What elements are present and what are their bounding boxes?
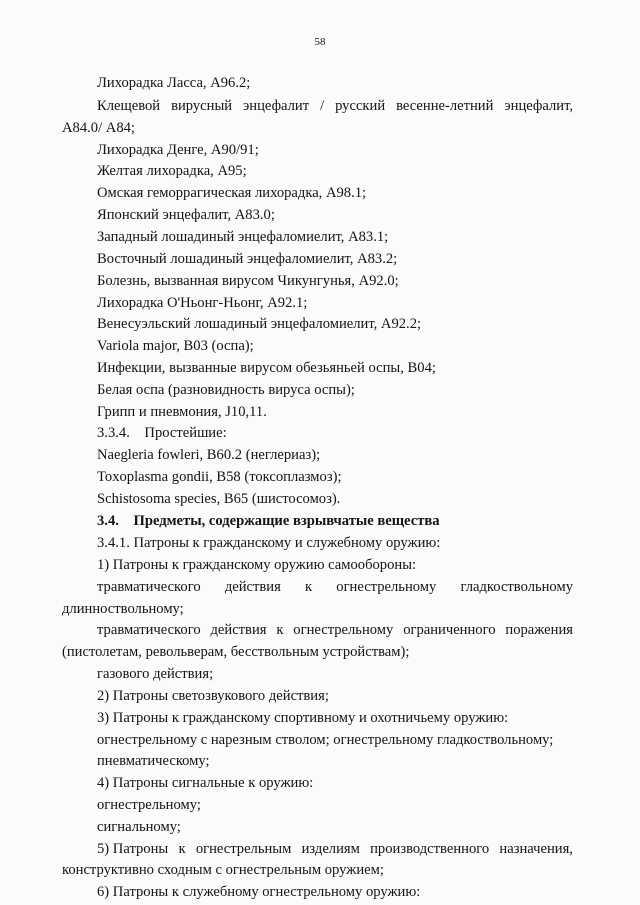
text-line: пневматическому; — [97, 753, 210, 769]
page-number: 58 — [314, 36, 326, 48]
word: ограниченного — [403, 622, 496, 638]
word: поражения — [505, 622, 573, 638]
word: огнестрельным — [195, 841, 292, 857]
text-line: 3.4.1. Патроны к гражданскому и служебному оружию: — [97, 535, 441, 551]
word: / — [320, 98, 325, 114]
text-line: Западный лошадиный энцефаломиелит, А83.1; — [97, 229, 389, 245]
word: к — [178, 841, 186, 857]
word: энцефалит, — [504, 98, 573, 114]
word: действия — [224, 579, 281, 595]
text-line: Белая оспа (разновидность вируса оспы); — [97, 382, 355, 398]
text-line: Желтая лихорадка, А95; — [97, 163, 247, 179]
text-line: Болезнь, вызванная вирусом Чикунгунья, А92.0; — [97, 273, 399, 289]
text-line: Венесуэльский лошадиный энцефаломиелит, А92.2; — [97, 316, 422, 332]
word: энцефалит — [243, 98, 310, 114]
text-line: Лихорадка Денге, А90/91; — [97, 142, 259, 158]
word: к — [276, 622, 284, 638]
text-line: 4) Патроны сигнальные к оружию: — [97, 775, 314, 791]
text-line: Инфекции, вызванные вирусом обезьяньей оспы, В04; — [97, 360, 436, 376]
text-line: Грипп и пневмония, J10,11. — [97, 404, 267, 420]
text-line: газового действия; — [97, 666, 214, 682]
text-line: огнестрельному; — [97, 797, 201, 813]
word: действия — [210, 622, 267, 638]
text-line: 3) Патроны к гражданскому спортивному и охотничьему оружию: — [97, 710, 509, 726]
text-line: огнестрельному с нарезным стволом; огнестрельному гладкоствольному; — [97, 732, 554, 748]
text-line: Японский энцефалит, А83.0; — [97, 207, 275, 223]
text-line: Schistosoma species, В65 (шистосомоз). — [97, 491, 341, 507]
text-line: Лихорадка О'Ньонг-Ньонг, А92.1; — [97, 295, 308, 311]
section-heading: 3.4. Предметы, содержащие взрывчатые вещества — [97, 513, 440, 529]
text-line — [97, 621, 573, 639]
word: 5) Патроны — [97, 841, 169, 857]
text-line: длинноствольному; — [62, 601, 184, 617]
text-line: Toxoplasma gondii, В58 (токсоплазмоз); — [97, 469, 342, 485]
text-line: 1) Патроны к гражданскому оружию самообороны: — [97, 557, 417, 573]
word: назначения, — [499, 841, 573, 857]
word: огнестрельному — [293, 622, 394, 638]
text-line: Naegleria fowleri, В60.2 (неглериаз); — [97, 447, 321, 463]
word: к — [304, 579, 313, 595]
text-line — [97, 97, 573, 115]
text-line — [97, 840, 573, 858]
text-line: 2) Патроны светозвукового действия; — [97, 688, 329, 704]
text-line — [97, 578, 573, 596]
text-line: 6) Патроны к служебному огнестрельному оружию: — [97, 884, 421, 900]
word: Клещевой — [97, 98, 161, 114]
subsection-heading: 3.3.4. Простейшие: — [97, 425, 227, 441]
word: вирусный — [171, 98, 233, 114]
text-line: Лихорадка Ласса, А96.2; — [97, 75, 251, 91]
text-line: сигнальному; — [97, 819, 181, 835]
text-line: Восточный лошадиный энцефаломиелит, А83.2; — [97, 251, 398, 267]
word: гладкоствольному — [460, 579, 573, 595]
word: весенне-летний — [396, 98, 494, 114]
word: травматического — [97, 622, 201, 638]
text-line: конструктивно сходным с огнестрельным оружием; — [62, 862, 384, 878]
word: изделиям — [301, 841, 360, 857]
word: огнестрельному — [336, 579, 437, 595]
word: русский — [335, 98, 386, 114]
text-line: А84.0/ А84; — [62, 120, 135, 136]
word: травматического — [97, 579, 201, 595]
text-line: Омская геморрагическая лихорадка, А98.1; — [97, 185, 367, 201]
text-line: Variola major, В03 (оспа); — [97, 338, 254, 354]
text-line: (пистолетам, револьверам, бесствольным устройствам); — [62, 644, 410, 660]
word: производственного — [370, 841, 490, 857]
